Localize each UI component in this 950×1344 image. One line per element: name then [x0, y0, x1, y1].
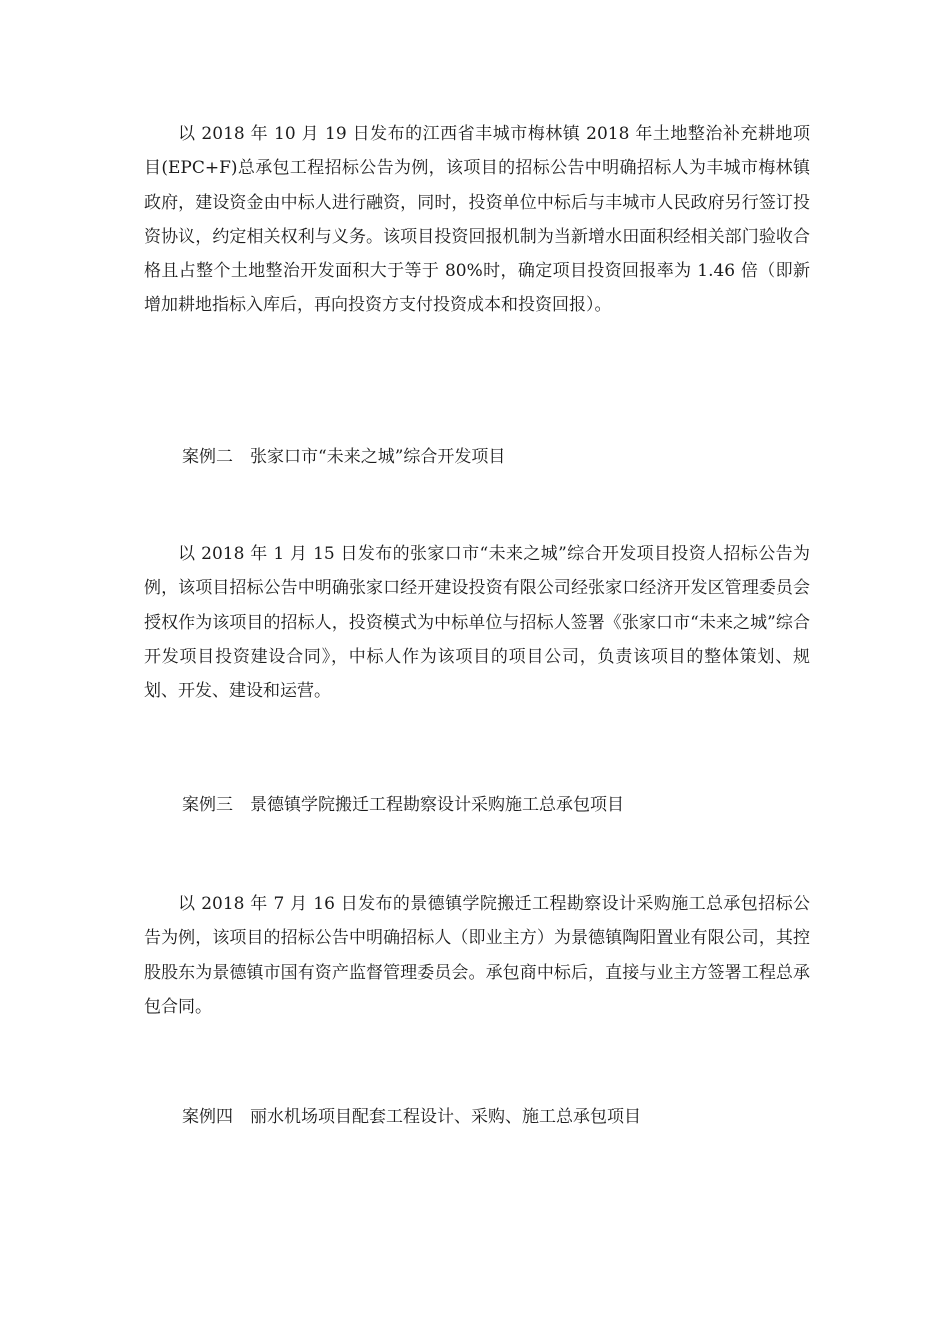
heading-case-two: 案例二 张家口市“未来之城”综合开发项目	[182, 447, 506, 467]
heading-case-three: 案例三 景德镇学院搬迁工程勘察设计采购施工总承包项目	[182, 795, 624, 815]
paragraph-case-one: 以 2018 年 10 月 19 日发布的江西省丰城市梅林镇 2018 年土地整治补充耕地项目(EPC+F)总承包工程招标公告为例，该项目的招标公告中明确招标人为丰城市梅林镇政府，建设资金由中标人进行融资，同时，投资单位中标后与丰城市人民政府另行签订投资协议，约定相关权利与义务。该项目投资回报机制为当新增水田面积经相关部门验收合格且占整个土地整治开发面积大于等于 80%时，确定项目投资回报率为 1.46 倍（即新增加耕地指标入库后，再向投资方支付投资成本和投资回报）。	[144, 124, 810, 316]
paragraph-case-three: 以 2018 年 7 月 16 日发布的景德镇学院搬迁工程勘察设计采购施工总承包招标公告为例，该项目的招标公告中明确招标人（即业主方）为景德镇陶阳置业有限公司，其控股股东为景德镇市国有资产监督管理委员会。承包商中标后，直接与业主方签署工程总承包合同。	[144, 894, 810, 1017]
heading-case-four: 案例四 丽水机场项目配套工程设计、采购、施工总承包项目	[182, 1107, 641, 1127]
paragraph-case-two: 以 2018 年 1 月 15 日发布的张家口市“未来之城”综合开发项目投资人招标公告为例，该项目招标公告中明确张家口经开建设投资有限公司经张家口经济开发区管理委员会授权作为该项目的招标人，投资模式为中标单位与招标人签署《张家口市“未来之城”综合开发项目投资建设合同》，中标人作为该项目的项目公司，负责该项目的整体策划、规划、开发、建设和运营。	[144, 544, 810, 702]
